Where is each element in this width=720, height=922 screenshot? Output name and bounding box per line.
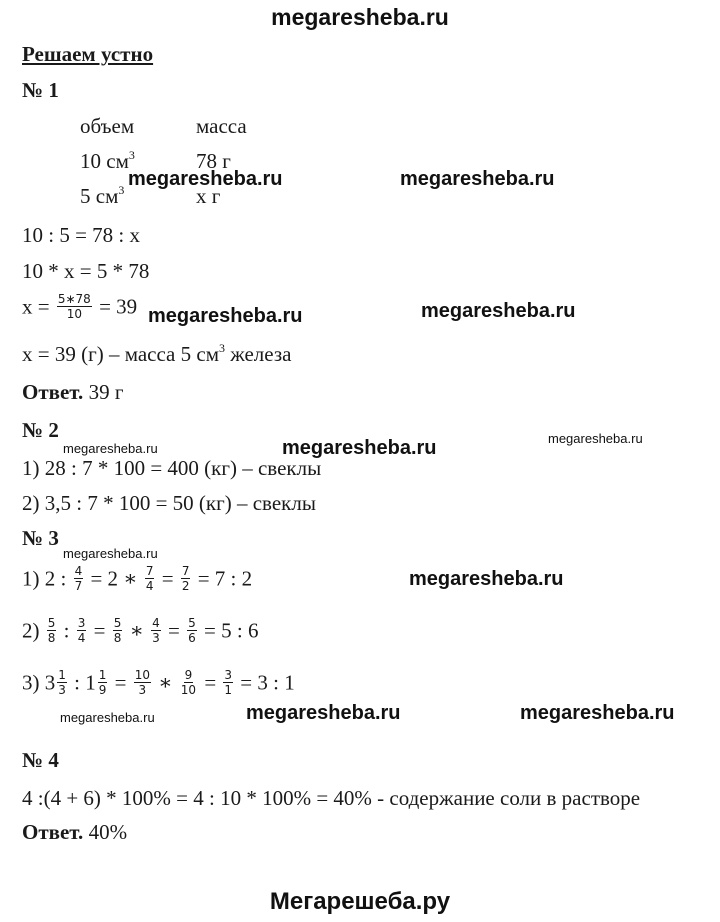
watermark: megaresheba.ru — [282, 437, 437, 459]
table-row2-volume: 5 $см^3$ — [80, 183, 125, 208]
section-title: Решаем устно — [22, 42, 154, 66]
fraction: $\frac{10}{3}$ — [134, 668, 150, 697]
problem-3-number: № 3 — [22, 526, 59, 550]
table-header-mass: масса — [196, 114, 247, 138]
p4-line1: 4 :(4 + 6) * 100% = 4 : 10 * 100% = 40% - содержание соли в растворе — [22, 786, 641, 810]
p1-line3: х = $\frac{5∗78}{10}$ = 39 — [22, 292, 138, 321]
fraction: $\frac{4}{3}$ — [152, 616, 160, 645]
fraction: $\frac{5}{8}$ — [47, 616, 56, 645]
fraction: $\frac{9}{10}$ — [180, 668, 197, 697]
watermark: megaresheba.ru — [63, 441, 158, 456]
watermark: megaresheba.ru — [409, 568, 564, 590]
watermark: megaresheba.ru — [520, 702, 675, 724]
p3-line2: 2) $\frac{5}{8}$ : $\frac{3}{4}$ = $\frac{5}{8}$ ∗ $\frac{4}{3}$ = $\frac{5}{6}$ = 5 : 6 — [22, 616, 259, 645]
p1-line2: 10 * х = 5 * 78 — [22, 259, 150, 283]
p2-line2: 2) 3,5 : 7 * 100 = 50 (кг) – свеклы — [22, 491, 316, 515]
watermark: megaresheba.ru — [63, 546, 158, 561]
watermark: megaresheba.ru — [60, 710, 155, 725]
p1-line4: х = 39 (г) – масса 5 $см^3$ железа — [22, 341, 292, 366]
fraction: $\frac{4}{7}$ — [74, 564, 83, 593]
fraction: $\frac{3}{1}$ — [224, 668, 233, 697]
fraction: $\frac{5}{6}$ — [188, 616, 196, 645]
watermark: megaresheba.ru — [548, 431, 643, 446]
watermark: megaresheba.ru — [148, 305, 303, 327]
fraction: $\frac{5}{8}$ — [113, 616, 122, 645]
p2-line1: 1) 28 : 7 * 100 = 400 (кг) – свеклы — [22, 456, 322, 480]
p3-line1: 1) 2 : $\frac{4}{7}$ = 2 ∗ $\frac{7}{4}$ = $\frac{7}{2}$ = 7 : 2 — [22, 564, 253, 593]
fraction: $\frac{7}{2}$ — [181, 564, 190, 593]
fraction: $\frac{3}{4}$ — [77, 616, 86, 645]
p1-line1: 10 : 5 = 78 : х — [22, 223, 141, 247]
watermark: megaresheba.ru — [400, 168, 555, 190]
table-row2-mass: х г — [196, 184, 221, 208]
p4-answer: Ответ. 40% — [22, 820, 128, 844]
site-footer: Мегарешеба.ру — [269, 888, 451, 915]
fraction: $\frac{7}{4}$ — [145, 564, 154, 593]
problem-4-number: № 4 — [22, 748, 59, 772]
table-row1-mass: 78 г — [196, 149, 231, 173]
fraction: $\frac{5∗78}{10}$ — [57, 292, 91, 321]
fraction: $\frac{1}{9}$ — [98, 668, 107, 697]
table-header-volume: объем — [80, 114, 135, 138]
watermark: megaresheba.ru — [128, 168, 283, 190]
watermark: megaresheba.ru — [421, 300, 576, 322]
watermark: megaresheba.ru — [246, 702, 401, 724]
fraction: $\frac{1}{3}$ — [58, 668, 66, 697]
p3-line3: 3) 3 $\frac{1}{3}$ : 1 $\frac{1}{9}$ = $\frac{10}{3}$ ∗ $\frac{9}{10}$ = $\frac{3}{1}$ = 3 : 1 — [22, 668, 295, 697]
problem-2-number: № 2 — [22, 418, 59, 442]
p1-answer: Ответ. 39 г — [22, 380, 124, 404]
problem-1-number: № 1 — [22, 78, 59, 102]
site-header: megaresheba.ru — [271, 4, 449, 30]
table-row1-volume: 10 $см^3$ — [80, 148, 135, 173]
